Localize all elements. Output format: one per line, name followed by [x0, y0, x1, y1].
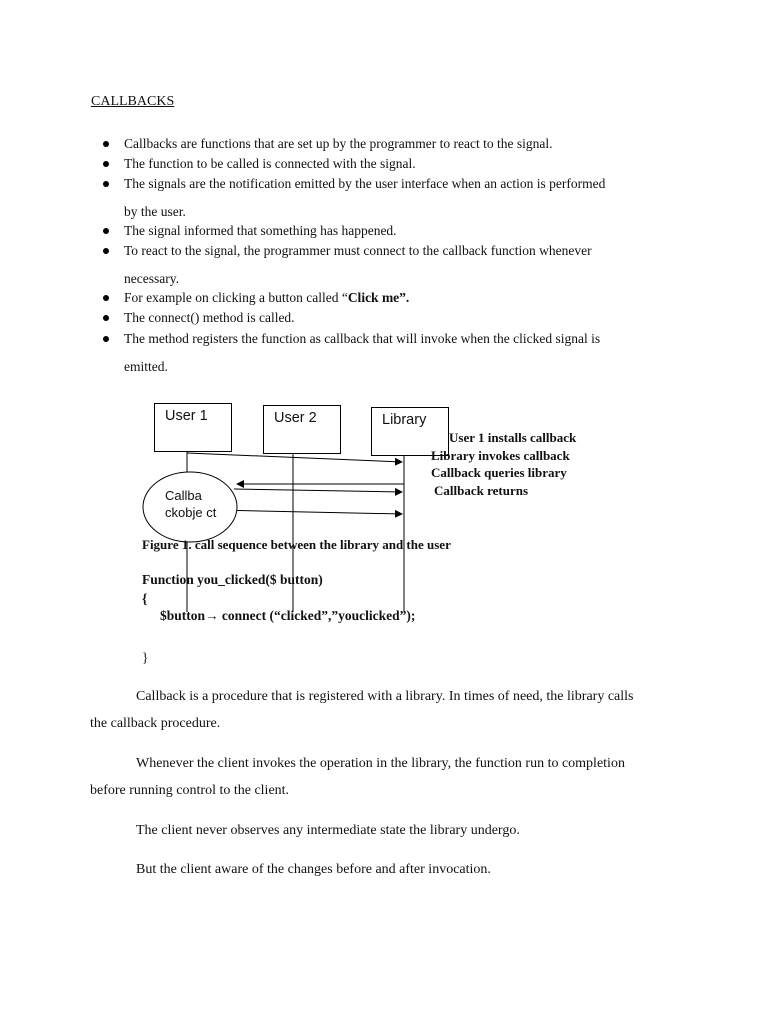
list-item: To react to the signal, the programmer must connect to the callback function whenever	[124, 243, 592, 259]
bold-text: Click me”.	[347, 290, 410, 305]
legend-item: Callback queries library	[431, 465, 567, 480]
right-arrow-icon: →	[205, 608, 219, 623]
list-item: The signal informed that something has happened.	[124, 223, 397, 239]
code-line: {	[142, 591, 148, 606]
legend-item: Callback returns	[434, 483, 529, 498]
arrow-return	[216, 510, 402, 514]
legend-item: User 1 installs callback	[449, 430, 577, 445]
list-item-continuation: emitted.	[124, 359, 168, 374]
paragraph: Whenever the client invokes the operation in the library, the function run to completion	[136, 756, 625, 771]
code-line: Function you_clicked($ button)	[142, 572, 323, 587]
code-line: }	[142, 650, 149, 665]
paragraph: the callback procedure.	[90, 716, 221, 731]
paragraph: Callback is a procedure that is registered with a library. In times of need, the library calls	[136, 689, 634, 704]
figure-caption: Figure 1. call sequence between the library and the user	[142, 537, 451, 552]
code-line: $button→ connect (“clicked”,”youclicked”);	[160, 608, 416, 623]
arrow-query	[234, 489, 402, 492]
list-item-continuation: by the user.	[124, 204, 186, 219]
paragraph: The client never observes any intermediate state the library undergo.	[136, 823, 520, 838]
arrow-install	[187, 453, 402, 462]
legend-item: Library invokes callback	[431, 448, 570, 463]
list-item: The function to be called is connected with the signal.	[124, 156, 416, 172]
list-item: For example on clicking a button called “Click me”.	[124, 290, 409, 306]
callback-object-label: Callba ckobje ct	[165, 488, 217, 520]
list-item: The signals are the notification emitted by the user interface when an action is performed	[124, 176, 605, 192]
paragraph: before running control to the client.	[90, 783, 290, 798]
page-title: CALLBACKS	[91, 94, 175, 109]
list-item: Callbacks are functions that are set up by the programmer to react to the signal.	[124, 136, 552, 152]
list-item-continuation: necessary.	[124, 271, 179, 286]
user2-box: User 2	[263, 405, 341, 454]
library-box: Library	[371, 407, 449, 456]
list-item: The connect() method is called.	[124, 310, 295, 326]
paragraph: But the client aware of the changes before and after invocation.	[136, 862, 491, 877]
list-item: The method registers the function as callback that will invoke when the clicked signal is	[124, 331, 600, 347]
user1-box: User 1	[154, 403, 232, 452]
